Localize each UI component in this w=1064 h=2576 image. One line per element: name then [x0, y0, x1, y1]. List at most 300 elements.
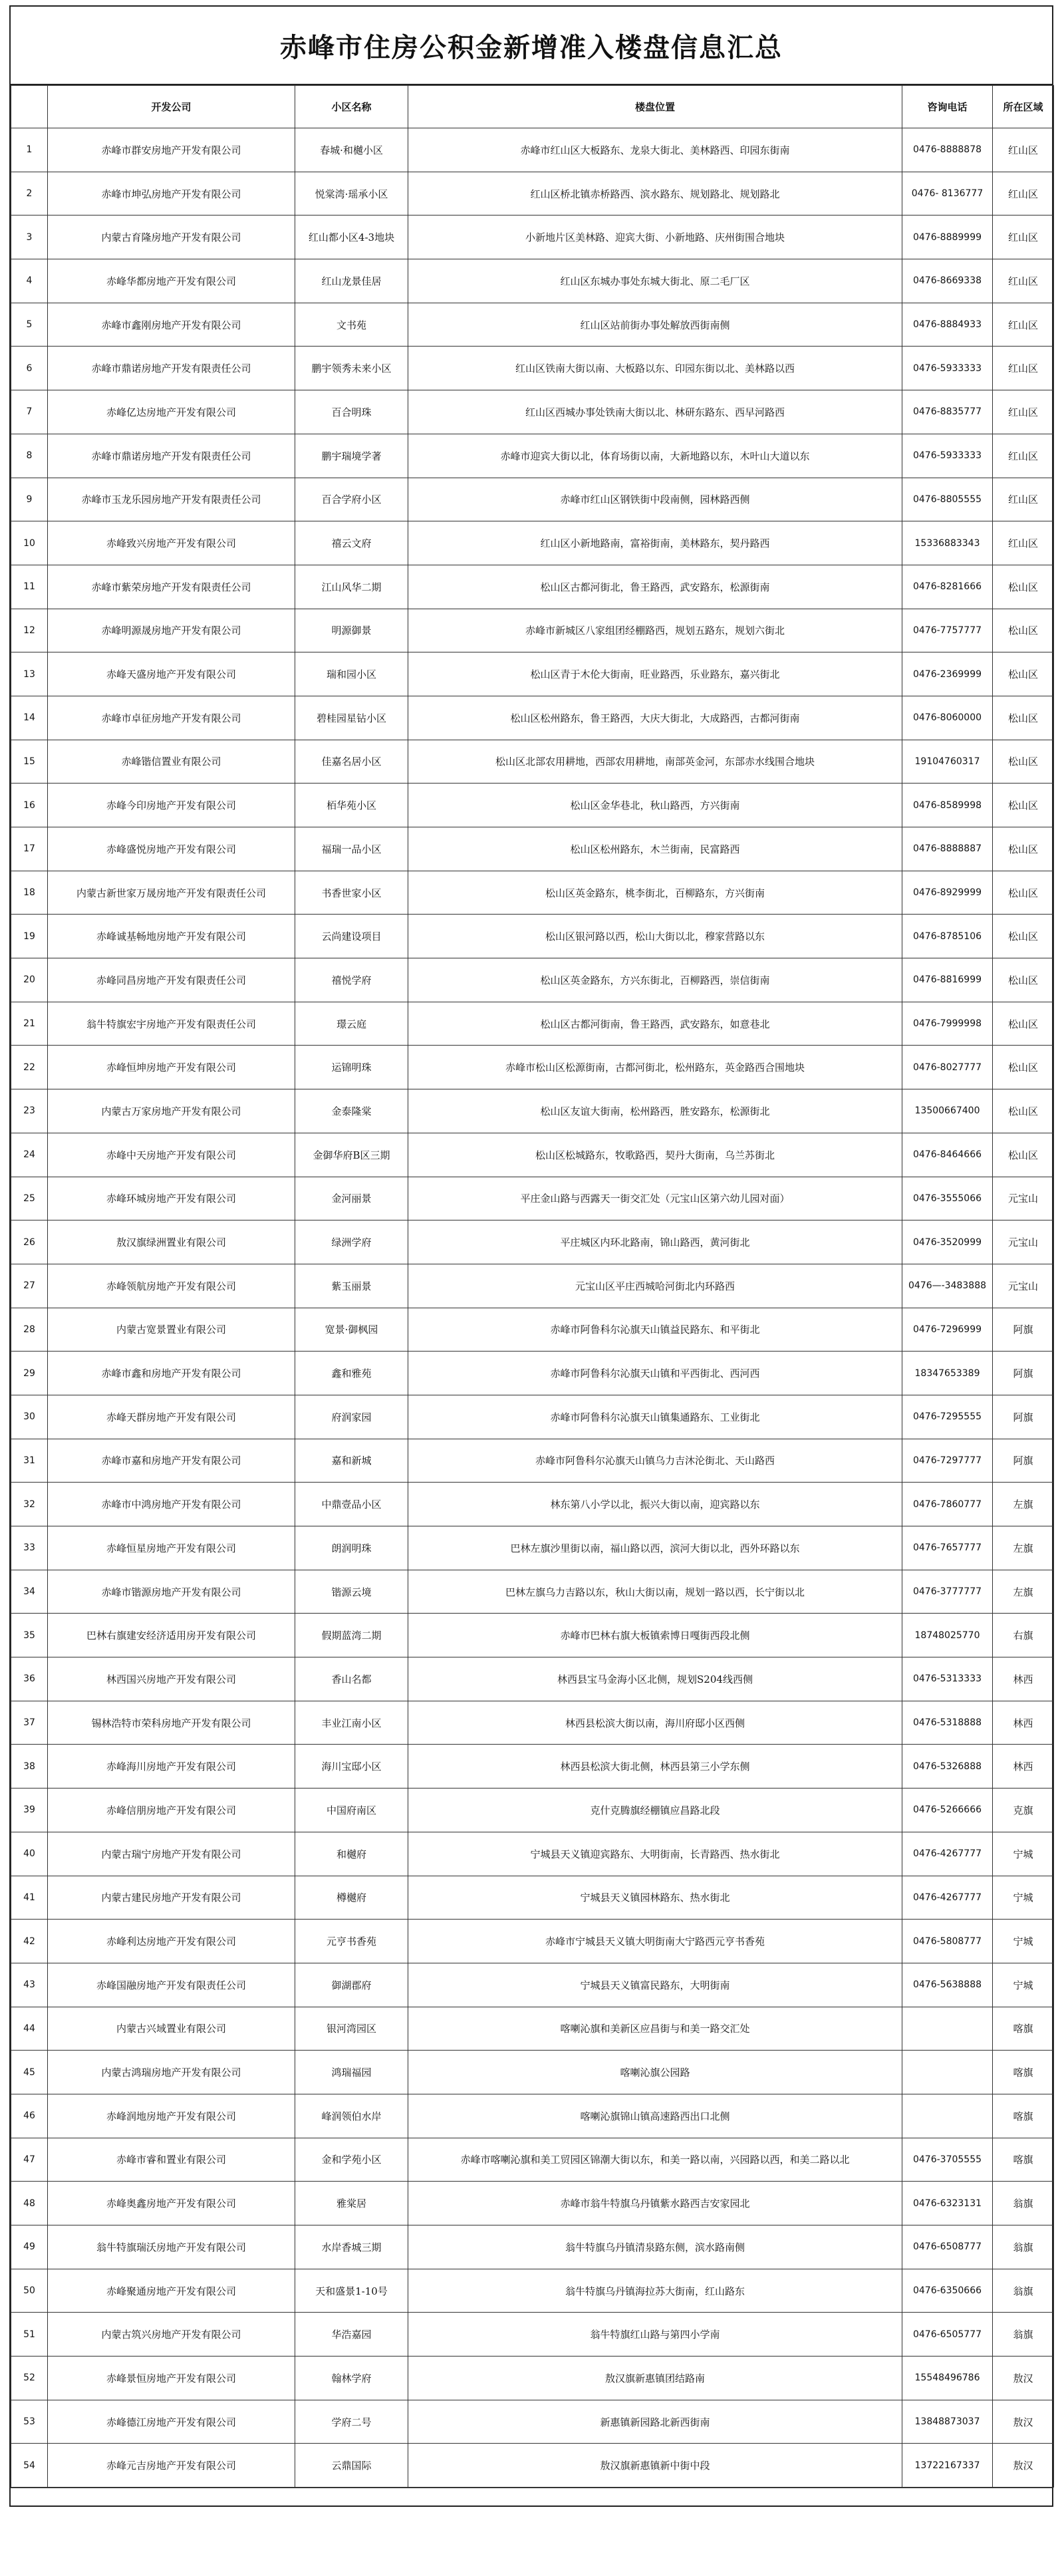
district: 红山区: [993, 215, 1054, 259]
community-name: 鹏宇瑞境学著: [295, 434, 408, 478]
district: 宁城: [993, 1876, 1054, 1920]
district: 左旗: [993, 1570, 1054, 1614]
property-location: 红山区西城办事处铁南大街以北、林研东路东、西早河路西: [408, 390, 902, 434]
contact-phone: 0476-6323131: [902, 2182, 993, 2225]
property-location: 宁城县天义镇富民路东，大明街南: [408, 1963, 902, 2007]
row-index: 14: [11, 696, 48, 740]
row-index: 17: [11, 827, 48, 871]
contact-phone: 0476- 8136777: [902, 172, 993, 215]
community-name: 金河丽景: [295, 1177, 408, 1220]
row-index: 29: [11, 1352, 48, 1395]
header-location: 楼盘位置: [408, 86, 902, 128]
property-location: 林东第八小学以北，振兴大街以南，迎宾路以东: [408, 1483, 902, 1526]
community-name: 禧悦学府: [295, 958, 408, 1002]
table-row: [11, 1439, 1054, 1483]
contact-phone: [902, 2094, 993, 2138]
developer-name: 敖汉旗绿洲置业有限公司: [48, 1220, 295, 1264]
property-location: 喀喇沁旗和美新区应昌街与和美一路交汇处: [408, 2007, 902, 2051]
table-row: [11, 2313, 1054, 2357]
developer-name: 锡林浩特市荣科房地产开发有限公司: [48, 1701, 295, 1745]
row-index: 35: [11, 1614, 48, 1657]
district: 敖汉: [993, 2357, 1054, 2400]
row-index: 19: [11, 915, 48, 958]
contact-phone: 0476-8281666: [902, 565, 993, 609]
property-location: 林西县松滨大街北侧，林西县第三小学东侧: [408, 1745, 902, 1789]
row-index: 40: [11, 1832, 48, 1876]
community-name: 中鼎壹品小区: [295, 1483, 408, 1526]
contact-phone: 0476-8589998: [902, 784, 993, 827]
community-name: 金泰隆棠: [295, 1089, 408, 1133]
district: 红山区: [993, 259, 1054, 303]
table-row: [11, 1920, 1054, 1963]
property-location: 赤峰市翁牛特旗乌丹镇紫水路西吉安家园北: [408, 2182, 902, 2225]
contact-phone: 0476-7999998: [902, 1002, 993, 1046]
district: 红山区: [993, 128, 1054, 172]
contact-phone: 15336883343: [902, 521, 993, 565]
row-index: 11: [11, 565, 48, 609]
row-index: 38: [11, 1745, 48, 1789]
community-name: 紫玉丽景: [295, 1264, 408, 1308]
contact-phone: 0476-4267777: [902, 1876, 993, 1920]
row-index: 39: [11, 1789, 48, 1832]
row-index: 52: [11, 2357, 48, 2400]
developer-name: 赤峰天群房地产开发有限公司: [48, 1395, 295, 1439]
developer-name: 赤峰今印房地产开发有限公司: [48, 784, 295, 827]
developer-name: 内蒙古瑞宁房地产开发有限公司: [48, 1832, 295, 1876]
developer-name: 赤峰亿达房地产开发有限公司: [48, 390, 295, 434]
contact-phone: 15548496786: [902, 2357, 993, 2400]
developer-name: 内蒙古兴域置业有限公司: [48, 2007, 295, 2051]
property-location: 翁牛特旗红山路与第四小学南: [408, 2313, 902, 2357]
developer-name: 赤峰利达房地产开发有限公司: [48, 1920, 295, 1963]
district: 松山区: [993, 652, 1054, 696]
table-row: [11, 259, 1054, 303]
district: 红山区: [993, 172, 1054, 215]
table-row: [11, 1177, 1054, 1220]
contact-phone: 18748025770: [902, 1614, 993, 1657]
community-name: 瑞和园小区: [295, 652, 408, 696]
community-name: 天和盛景1-10号: [295, 2269, 408, 2313]
district: 林西: [993, 1657, 1054, 1701]
table-row: [11, 1352, 1054, 1395]
table-row: [11, 1264, 1054, 1308]
table-row: [11, 2357, 1054, 2400]
contact-phone: 0476-3777777: [902, 1570, 993, 1614]
district: 翁旗: [993, 2313, 1054, 2357]
contact-phone: 0476-3705555: [902, 2138, 993, 2182]
table-row: [11, 1089, 1054, 1133]
district: 松山区: [993, 1133, 1054, 1177]
row-index: 3: [11, 215, 48, 259]
district: 松山区: [993, 740, 1054, 784]
developer-name: 赤峰市群安房地产开发有限公司: [48, 128, 295, 172]
table-row: [11, 871, 1054, 915]
community-name: 雅棠居: [295, 2182, 408, 2225]
contact-phone: 0476-8835777: [902, 390, 993, 434]
contact-phone: 0476-8929999: [902, 871, 993, 915]
property-location: 松山区松城路东，牧歌路西，契丹大街南，乌兰苏街北: [408, 1133, 902, 1177]
table-row: [11, 2094, 1054, 2138]
community-name: 金和学苑小区: [295, 2138, 408, 2182]
row-index: 23: [11, 1089, 48, 1133]
community-name: 文书苑: [295, 303, 408, 347]
property-location: 赤峰市新城区八家组团经棚路西，规划五路东，规划六街北: [408, 609, 902, 652]
developer-name: 赤峰市锴源房地产开发有限公司: [48, 1570, 295, 1614]
community-name: 和樾府: [295, 1832, 408, 1876]
table-row: [11, 1745, 1054, 1789]
contact-phone: 0476-3555066: [902, 1177, 993, 1220]
developer-name: 赤峰聚通房地产开发有限公司: [48, 2269, 295, 2313]
district: 元宝山: [993, 1220, 1054, 1264]
developer-name: 赤峰诚基畅地房地产开发有限公司: [48, 915, 295, 958]
row-index: 27: [11, 1264, 48, 1308]
property-location: 平庄城区内环北路南，锦山路西，黄河街北: [408, 1220, 902, 1264]
table-row: [11, 1308, 1054, 1352]
table-row: [11, 2182, 1054, 2225]
row-index: 13: [11, 652, 48, 696]
row-index: 4: [11, 259, 48, 303]
developer-name: 内蒙古建民房地产开发有限公司: [48, 1876, 295, 1920]
district: 红山区: [993, 478, 1054, 521]
table-row: [11, 1570, 1054, 1614]
contact-phone: 0476-8060000: [902, 696, 993, 740]
property-location: 喀喇沁旗公园路: [408, 2051, 902, 2094]
table-row: [11, 1220, 1054, 1264]
table-row: [11, 2444, 1054, 2488]
developer-name: 赤峰海川房地产开发有限公司: [48, 1745, 295, 1789]
developer-name: 赤峰奥鑫房地产开发有限公司: [48, 2182, 295, 2225]
district: 松山区: [993, 1046, 1054, 1089]
property-location: 松山区英金路东，方兴东街北，百柳路西，崇信街南: [408, 958, 902, 1002]
contact-phone: 0476-5318888: [902, 1701, 993, 1745]
district: 克旗: [993, 1789, 1054, 1832]
row-index: 54: [11, 2444, 48, 2488]
community-name: 红山龙景佳居: [295, 259, 408, 303]
property-location: 赤峰市巴林右旗大板镇索博日嘎街西段北侧: [408, 1614, 902, 1657]
property-table: [11, 85, 1054, 2488]
property-location: 松山区英金路东，桃李街北，百柳路东，方兴街南: [408, 871, 902, 915]
community-name: 云鼎国际: [295, 2444, 408, 2488]
community-name: 峰润领伯水岸: [295, 2094, 408, 2138]
developer-name: 赤峰锴信置业有限公司: [48, 740, 295, 784]
table-row: [11, 521, 1054, 565]
contact-phone: 0476-8669338: [902, 259, 993, 303]
developer-name: 内蒙古鸿瑞房地产开发有限公司: [48, 2051, 295, 2094]
developer-name: 赤峰市中鸿房地产开发有限公司: [48, 1483, 295, 1526]
contact-phone: 0476-5313333: [902, 1657, 993, 1701]
table-row: [11, 347, 1054, 390]
district: 松山区: [993, 784, 1054, 827]
developer-name: 内蒙古宽景置业有限公司: [48, 1308, 295, 1352]
contact-phone: 0476-8464666: [902, 1133, 993, 1177]
developer-name: 赤峰国融房地产开发有限责任公司: [48, 1963, 295, 2007]
table-footer: [11, 2488, 1052, 2505]
developer-name: 赤峰德江房地产开发有限公司: [48, 2400, 295, 2444]
property-location: 赤峰市阿鲁科尔沁旗天山镇乌力吉沐沦街北、天山路西: [408, 1439, 902, 1483]
developer-name: 赤峰同昌房地产开发有限责任公司: [48, 958, 295, 1002]
row-index: 6: [11, 347, 48, 390]
contact-phone: 0476-5266666: [902, 1789, 993, 1832]
district: 宁城: [993, 1963, 1054, 2007]
district: 喀旗: [993, 2007, 1054, 2051]
property-location: 松山区松州路东，木兰街南，民富路西: [408, 827, 902, 871]
community-name: 樽樾府: [295, 1876, 408, 1920]
row-index: 15: [11, 740, 48, 784]
contact-phone: 0476-7297777: [902, 1439, 993, 1483]
property-location: 新惠镇新园路北新西街南: [408, 2400, 902, 2444]
table-row: [11, 2269, 1054, 2313]
row-index: 32: [11, 1483, 48, 1526]
property-location: 松山区北部农用耕地，西部农用耕地，南部英金河，东部赤水线围合地块: [408, 740, 902, 784]
community-name: 鸿瑞福园: [295, 2051, 408, 2094]
table-row: [11, 2007, 1054, 2051]
table-row: [11, 609, 1054, 652]
community-name: 香山名都: [295, 1657, 408, 1701]
property-location: 元宝山区平庄西城哈河街北内环路西: [408, 1264, 902, 1308]
district: 阿旗: [993, 1308, 1054, 1352]
contact-phone: 0476-6350666: [902, 2269, 993, 2313]
row-index: 9: [11, 478, 48, 521]
row-index: 50: [11, 2269, 48, 2313]
row-index: 18: [11, 871, 48, 915]
contact-phone: [902, 2007, 993, 2051]
table-row: [11, 215, 1054, 259]
contact-phone: 0476-5808777: [902, 1920, 993, 1963]
contact-phone: 0476-2369999: [902, 652, 993, 696]
row-index: 43: [11, 1963, 48, 2007]
contact-phone: 0476-5933333: [902, 434, 993, 478]
district: 红山区: [993, 521, 1054, 565]
header-index: [11, 86, 48, 128]
developer-name: 赤峰恒星房地产开发有限公司: [48, 1526, 295, 1570]
property-location: 松山区友谊大街南，松州路西，胜安路东，松源街北: [408, 1089, 902, 1133]
table-row: [11, 1483, 1054, 1526]
property-location: 宁城县天义镇园林路东、热水街北: [408, 1876, 902, 1920]
row-index: 16: [11, 784, 48, 827]
table-row: [11, 1832, 1054, 1876]
table-header-row: [11, 86, 1054, 128]
property-location: 红山区东城办事处东城大街北、原二毛厂区: [408, 259, 902, 303]
table-row: [11, 1614, 1054, 1657]
property-location: 赤峰市阿鲁科尔沁旗天山镇集通路东、工业街北: [408, 1395, 902, 1439]
developer-name: 赤峰信朋房地产开发有限公司: [48, 1789, 295, 1832]
district: 喀旗: [993, 2094, 1054, 2138]
row-index: 33: [11, 1526, 48, 1570]
contact-phone: 13848873037: [902, 2400, 993, 2444]
community-name: 鑫和雅苑: [295, 1352, 408, 1395]
table-row: [11, 2400, 1054, 2444]
community-name: 明源御景: [295, 609, 408, 652]
district: 松山区: [993, 915, 1054, 958]
developer-name: 赤峰中天房地产开发有限公司: [48, 1133, 295, 1177]
district: 宁城: [993, 1920, 1054, 1963]
district: 左旗: [993, 1483, 1054, 1526]
contact-phone: 0476-7295555: [902, 1395, 993, 1439]
row-index: 28: [11, 1308, 48, 1352]
district: 松山区: [993, 871, 1054, 915]
community-name: 禧云文府: [295, 521, 408, 565]
property-location: 敖汉旗新惠镇新中街中段: [408, 2444, 902, 2488]
property-location: 红山区铁南大街以南、大板路以东、印园东街以北、美林路以西: [408, 347, 902, 390]
community-name: 红山都小区4-3地块: [295, 215, 408, 259]
table-row: [11, 2138, 1054, 2182]
row-index: 31: [11, 1439, 48, 1483]
district: 松山区: [993, 696, 1054, 740]
developer-name: 赤峰景恒房地产开发有限公司: [48, 2357, 295, 2400]
community-name: 中国府南区: [295, 1789, 408, 1832]
table-row: [11, 1046, 1054, 1089]
community-name: 绿洲学府: [295, 1220, 408, 1264]
community-name: 翰林学府: [295, 2357, 408, 2400]
community-name: 佳嘉名居小区: [295, 740, 408, 784]
district: 松山区: [993, 565, 1054, 609]
district: 红山区: [993, 303, 1054, 347]
developer-name: 林西国兴房地产开发有限公司: [48, 1657, 295, 1701]
row-index: 22: [11, 1046, 48, 1089]
header-phone: 咨询电话: [902, 86, 993, 128]
property-location: 巴林左旗沙里街以南，福山路以西，滨河大街以北，西外环路以东: [408, 1526, 902, 1570]
community-name: 御湖郡府: [295, 1963, 408, 2007]
row-index: 49: [11, 2225, 48, 2269]
district: 宁城: [993, 1832, 1054, 1876]
developer-name: 赤峰环城房地产开发有限公司: [48, 1177, 295, 1220]
contact-phone: 0476-3520999: [902, 1220, 993, 1264]
developer-name: 赤峰市嘉和房地产开发有限公司: [48, 1439, 295, 1483]
district: 林西: [993, 1701, 1054, 1745]
property-location: 赤峰市迎宾大街以北，体育场街以南，大新地路以东，木叶山大道以东: [408, 434, 902, 478]
table-row: [11, 958, 1054, 1002]
community-name: 江山风华二期: [295, 565, 408, 609]
row-index: 48: [11, 2182, 48, 2225]
contact-phone: 0476-6508777: [902, 2225, 993, 2269]
contact-phone: 0476-4267777: [902, 1832, 993, 1876]
developer-name: 翁牛特旗宏宇房地产开发有限责任公司: [48, 1002, 295, 1046]
property-location: 赤峰市松山区松源街南，古都河街北，松州路东，英金路西合围地块: [408, 1046, 902, 1089]
table-row: [11, 652, 1054, 696]
property-location: 松山区青于木伦大街南，旺业路西，乐业路东，嘉兴街北: [408, 652, 902, 696]
row-index: 46: [11, 2094, 48, 2138]
contact-phone: 0476-5933333: [902, 347, 993, 390]
district: 红山区: [993, 434, 1054, 478]
community-name: 银河湾园区: [295, 2007, 408, 2051]
property-location: 赤峰市阿鲁科尔沁旗天山镇益民路东、和平街北: [408, 1308, 902, 1352]
property-location: 赤峰市红山区钢铁街中段南侧，园林路西侧: [408, 478, 902, 521]
property-location: 赤峰市喀喇沁旗和美工贸园区锦潮大街以东，和美一路以南，兴园路以西，和美二路以北: [408, 2138, 902, 2182]
row-index: 41: [11, 1876, 48, 1920]
table-row: [11, 1002, 1054, 1046]
table-row: [11, 303, 1054, 347]
community-name: 书香世家小区: [295, 871, 408, 915]
row-index: 47: [11, 2138, 48, 2182]
contact-phone: 0476-8785106: [902, 915, 993, 958]
row-index: 34: [11, 1570, 48, 1614]
property-location: 克什克腾旗经棚镇应昌路北段: [408, 1789, 902, 1832]
community-name: 海川宝邸小区: [295, 1745, 408, 1789]
property-location: 松山区古都河街北，鲁王路西，武安路东，松源街南: [408, 565, 902, 609]
contact-phone: 0476-8888878: [902, 128, 993, 172]
property-location: 敖汉旗新惠镇团结路南: [408, 2357, 902, 2400]
district: 喀旗: [993, 2138, 1054, 2182]
contact-phone: 0476-6505777: [902, 2313, 993, 2357]
row-index: 21: [11, 1002, 48, 1046]
district: 阿旗: [993, 1439, 1054, 1483]
row-index: 5: [11, 303, 48, 347]
developer-name: 巴林右旗建安经济适用房开发有限公司: [48, 1614, 295, 1657]
contact-phone: 0476-7296999: [902, 1308, 993, 1352]
district: 红山区: [993, 390, 1054, 434]
developer-name: 内蒙古筑兴房地产开发有限公司: [48, 2313, 295, 2357]
row-index: 25: [11, 1177, 48, 1220]
contact-phone: 0476-8816999: [902, 958, 993, 1002]
property-location: 赤峰市宁城县天义镇大明街南大宁路西元亨书香苑: [408, 1920, 902, 1963]
developer-name: 赤峰市鑫刚房地产开发有限公司: [48, 303, 295, 347]
community-name: 运锦明珠: [295, 1046, 408, 1089]
developer-name: 翁牛特旗瑞沃房地产开发有限公司: [48, 2225, 295, 2269]
property-location: 红山区站前街办事处解放西街南侧: [408, 303, 902, 347]
table-row: [11, 1526, 1054, 1570]
developer-name: 赤峰市玉龙乐园房地产开发有限责任公司: [48, 478, 295, 521]
contact-phone: 13722167337: [902, 2444, 993, 2488]
district: 喀旗: [993, 2051, 1054, 2094]
row-index: 1: [11, 128, 48, 172]
community-name: 福瑞一品小区: [295, 827, 408, 871]
district: 元宝山: [993, 1177, 1054, 1220]
district: 阿旗: [993, 1395, 1054, 1439]
developer-name: 内蒙古万家房地产开发有限公司: [48, 1089, 295, 1133]
contact-phone: 0476—-3483888: [902, 1264, 993, 1308]
row-index: 51: [11, 2313, 48, 2357]
table-row: [11, 128, 1054, 172]
community-name: 华浩嘉园: [295, 2313, 408, 2357]
row-index: 45: [11, 2051, 48, 2094]
header-community: 小区名称: [295, 86, 408, 128]
property-location: 翁牛特旗乌丹镇清泉路东侧，滨水路南侧: [408, 2225, 902, 2269]
row-index: 8: [11, 434, 48, 478]
developer-name: 赤峰盛悦房地产开发有限公司: [48, 827, 295, 871]
developer-name: 赤峰恒坤房地产开发有限公司: [48, 1046, 295, 1089]
property-location: 赤峰市红山区大板路东、龙泉大街北、美林路西、印园东街南: [408, 128, 902, 172]
community-name: 宽景·御枫园: [295, 1308, 408, 1352]
developer-name: 赤峰市坤弘房地产开发有限公司: [48, 172, 295, 215]
row-index: 12: [11, 609, 48, 652]
table-row: [11, 1133, 1054, 1177]
table-row: [11, 1789, 1054, 1832]
developer-name: 赤峰市睿和置业有限公司: [48, 2138, 295, 2182]
table-row: [11, 1395, 1054, 1439]
property-location: 喀喇沁旗锦山镇高速路西出口北侧: [408, 2094, 902, 2138]
contact-phone: 0476-8889999: [902, 215, 993, 259]
community-name: 水岸香城三期: [295, 2225, 408, 2269]
contact-phone: 0476-5638888: [902, 1963, 993, 2007]
row-index: 20: [11, 958, 48, 1002]
district: 阿旗: [993, 1352, 1054, 1395]
row-index: 53: [11, 2400, 48, 2444]
community-name: 府润家园: [295, 1395, 408, 1439]
property-location: 红山区桥北镇赤桥路西、滨水路东、规划路北、规划路北: [408, 172, 902, 215]
developer-name: 赤峰领航房地产开发有限公司: [48, 1264, 295, 1308]
community-name: 锴源云境: [295, 1570, 408, 1614]
community-name: 假期蓝湾二期: [295, 1614, 408, 1657]
district: 翁旗: [993, 2182, 1054, 2225]
table-row: [11, 172, 1054, 215]
row-index: 10: [11, 521, 48, 565]
developer-name: 赤峰明源晟房地产开发有限公司: [48, 609, 295, 652]
row-index: 42: [11, 1920, 48, 1963]
community-name: 春城·和樾小区: [295, 128, 408, 172]
developer-name: 内蒙古新世家万晟房地产开发有限责任公司: [48, 871, 295, 915]
table-row: [11, 2225, 1054, 2269]
table-row: [11, 740, 1054, 784]
